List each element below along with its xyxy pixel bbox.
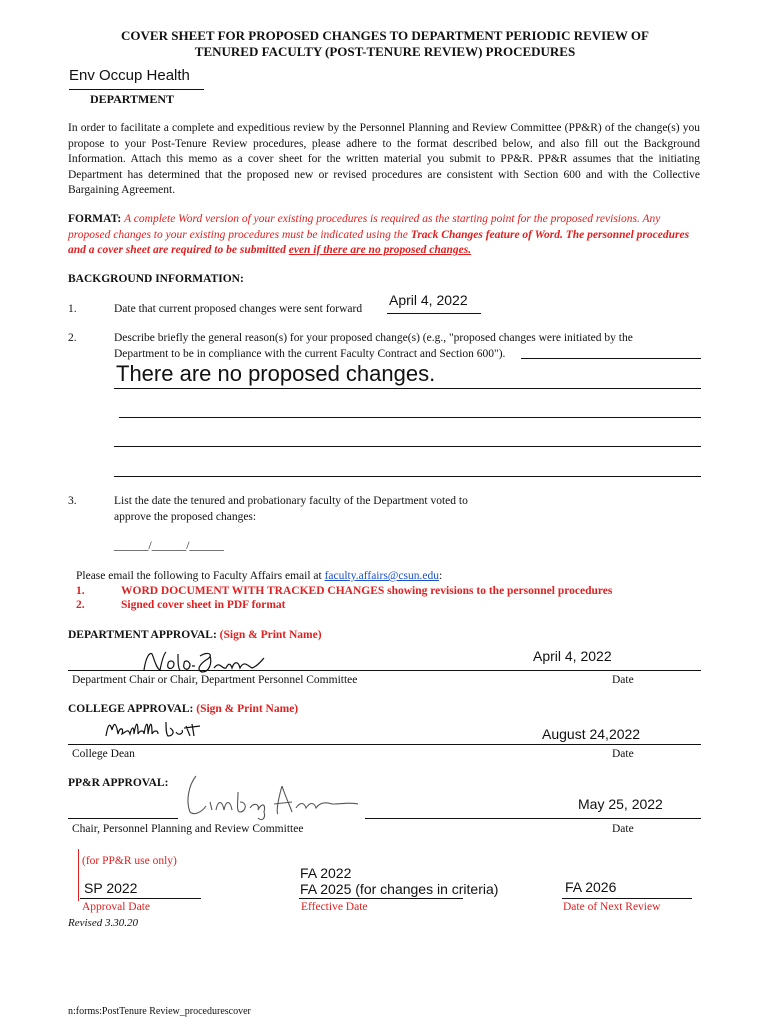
college-signer-label: College Dean	[72, 748, 135, 760]
next-review-line	[562, 898, 692, 899]
effective-date-value-2[interactable]: FA 2025 (for changes in criteria)	[300, 881, 499, 897]
college-date-label: Date	[612, 748, 634, 760]
email-list-item	[76, 598, 286, 614]
item-2-line-1: Describe briefly the general reason(s) for your proposed change(s) (e.g., "proposed changes were initiated by the	[114, 332, 633, 344]
item-2-underline-1	[521, 358, 701, 359]
college-approval-date-value[interactable]: August 24,2022	[542, 726, 641, 742]
approval-date-line	[80, 898, 201, 899]
item-3-line-2: approve the proposed changes:	[114, 511, 257, 523]
item-2-underline-4	[114, 446, 701, 447]
title-line-1: COVER SHEET FOR PROPOSED CHANGES TO DEPARTMENT PERIODIC REVIEW OF	[121, 28, 649, 43]
email-item-2-text: Signed cover sheet in PDF format	[121, 599, 286, 611]
item-3-number: 3.	[68, 495, 77, 507]
item-1-number: 1.	[68, 303, 77, 315]
email-colon: :	[438, 570, 443, 582]
item-1-underline	[387, 313, 481, 314]
department-value[interactable]: Env Occup Health	[69, 67, 190, 84]
file-path-footer: n:forms:PostTenure Review_procedurescover	[68, 1006, 251, 1017]
item-3-line-1: List the date the tenured and probationary faculty of the Department voted to	[114, 495, 468, 507]
ppr-approval-heading: PP&R APPROVAL:	[68, 777, 169, 789]
approval-date-value[interactable]: SP 2022	[84, 880, 138, 896]
effective-date-label: Effective Date	[301, 901, 368, 913]
ppr-approval-line-right	[365, 818, 701, 819]
department-date-label: Date	[612, 674, 634, 686]
item-2-line-2: Department to be in compliance with the current Faculty Contract and Section 600").	[114, 348, 506, 360]
item-2-number: 2.	[68, 332, 77, 344]
department-label: DEPARTMENT	[90, 92, 175, 106]
format-label: FORMAT:	[68, 213, 122, 225]
item-2-underline-5	[114, 476, 701, 477]
title-line-2: TENURED FACULTY (POST-TENURE REVIEW) PROCEDURES	[194, 44, 576, 59]
ppr-date-label: Date	[612, 823, 634, 835]
item-2-underline-3	[119, 417, 701, 418]
office-use-note: (for PP&R use only)	[82, 855, 177, 867]
college-dean-signature[interactable]	[104, 716, 204, 751]
format-text-1: A complete Word version of your existing procedures is required as the starting point for the proposed revisions. Any proposed changes to your existing procedures must be indicated using the	[68, 213, 661, 241]
email-item-1-text: WORD DOCUMENT WITH TRACKED CHANGES showing revisions to the personnel procedures	[121, 585, 613, 597]
ppr-approval-line-left	[68, 818, 178, 819]
department-approval-label: DEPARTMENT APPROVAL:	[68, 629, 217, 641]
effective-date-value-1[interactable]: FA 2022	[300, 865, 352, 881]
format-text-2: The personnel procedures and a cover sheet are required to be submitted	[68, 228, 690, 256]
page-title	[0, 28, 770, 60]
item-1-date-value[interactable]: April 4, 2022	[389, 292, 468, 308]
department-signer-label: Department Chair or Chair, Department Personnel Committee	[72, 674, 358, 686]
format-text-1-bold: Track Changes feature of Word.	[410, 228, 563, 241]
college-approval-line	[68, 744, 701, 745]
college-approval-label: COLLEGE APPROVAL:	[68, 703, 194, 715]
department-approval-date-value[interactable]: April 4, 2022	[533, 648, 612, 664]
department-approval-heading	[68, 628, 322, 644]
faculty-affairs-email-link[interactable]: faculty.affairs@csun.edu	[324, 570, 439, 582]
ppr-approval-date-value[interactable]: May 25, 2022	[578, 796, 663, 812]
item-1-text: Date that current proposed changes were sent forward	[114, 303, 363, 315]
item-2-reason-value[interactable]: There are no proposed changes.	[116, 361, 436, 386]
department-approval-note: (Sign & Print Name)	[219, 629, 322, 641]
effective-date-line	[299, 898, 463, 899]
next-review-label: Date of Next Review	[563, 901, 661, 913]
department-approval-line	[68, 670, 701, 671]
item-2-underline-2	[114, 388, 701, 389]
approval-date-label: Approval Date	[82, 901, 151, 913]
revised-note: Revised 3.30.20	[68, 917, 138, 929]
ppr-signer-label: Chair, Personnel Planning and Review Committee	[72, 823, 304, 835]
item-3-vote-date-blank[interactable]: ______/______/______	[114, 540, 224, 552]
ppr-chair-signature[interactable]	[182, 772, 362, 827]
intro-paragraph: In order to facilitate a complete and expeditious review by the Personnel Planning and Review Committee (PP&R) of the change(s) you propose to your Post-Tenure Review procedures, please adhere to the format described below, and also fill out the Background Information. Attach this memo as a cover sheet for the written material you submit to PP&R. PP&R assumes that the initiating Department has determined that the proposed new or revised procedures are consistent with Section 600 and with the Collective Bargaining Agreement.	[68, 122, 700, 196]
department-underline	[69, 89, 204, 90]
office-use-marker	[78, 849, 79, 901]
email-text: Please email the following to Faculty Affairs email at	[76, 570, 325, 582]
email-instruction	[76, 569, 442, 585]
format-section	[68, 212, 700, 259]
email-item-2-number: 2.	[76, 599, 85, 611]
next-review-value[interactable]: FA 2026	[565, 879, 617, 895]
background-heading: BACKGROUND INFORMATION:	[68, 273, 244, 285]
format-text-2-underline: even if there are no proposed changes.	[288, 244, 472, 256]
email-item-1-number: 1.	[76, 585, 85, 597]
college-approval-note: (Sign & Print Name)	[196, 703, 299, 715]
